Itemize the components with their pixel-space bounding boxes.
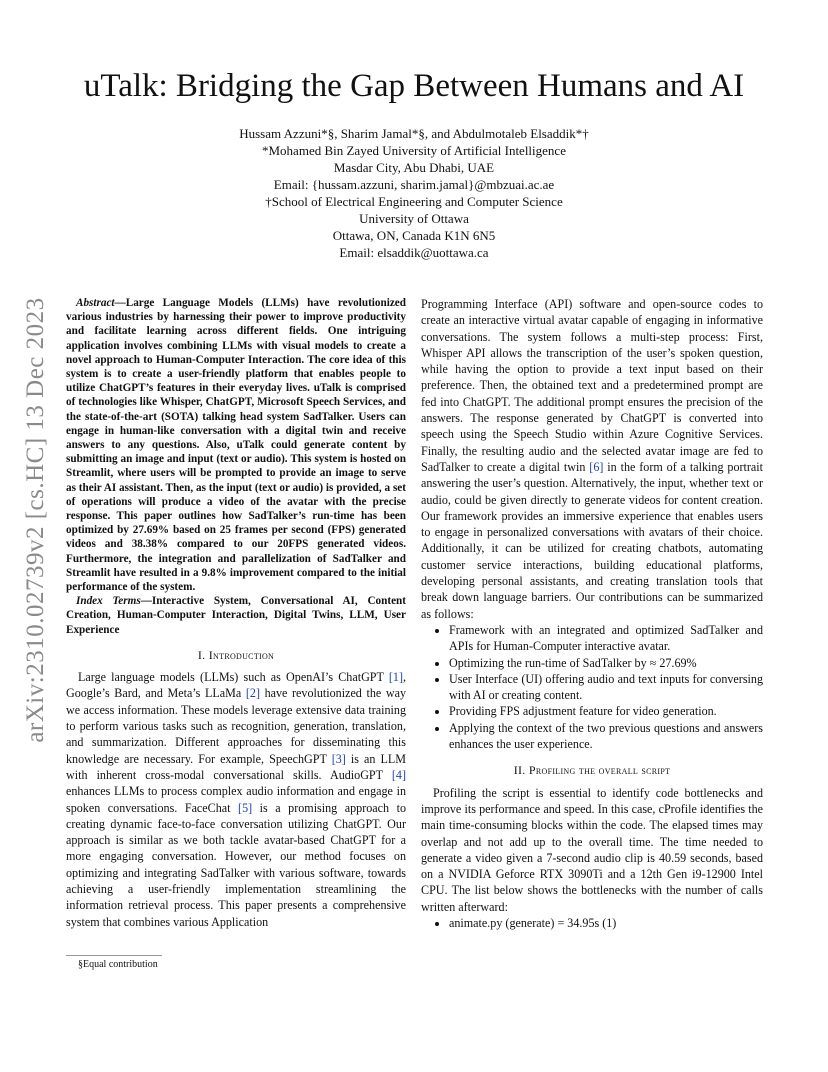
footnote: §Equal contribution [78,959,158,970]
abstract [66,296,406,594]
bottlenecks-list [421,915,763,931]
section-heading-introduction: I. Introduction [197,647,275,662]
right-column [421,296,763,931]
affiliation-1-name: *Mohamed Bin Zayed University of Artificial Intelligence [262,143,566,158]
abstract-label: Abstract [76,297,115,309]
citation-link[interactable]: [ 3 ] [332,752,346,766]
index-terms-text: —Interactive System, Conversational AI, Content Creation, Human-Computer Interaction, Digital Twins, LLM, User Experience [66,595,406,636]
list-item: • Applying the context of the two previous questions and answers enhances the user experience. [449,720,763,753]
index-terms-label: Index Terms [76,595,141,608]
list-item: • Optimizing the run-time of SadTalker by ≈ 27.69% [449,655,763,671]
contributions-list [421,622,763,752]
affiliation-2-name: †School of Electrical Engineering and Computer Science [265,194,563,209]
left-column [66,296,406,930]
citation-link[interactable]: [ 2 ] [246,686,260,700]
list-item: • User Interface (UI) offering audio and text inputs for conversing with AI or creating content. [449,671,763,704]
footnote-divider [66,955,162,956]
affiliation-2-city: Ottawa, ON, Canada K1N 6N5 [332,228,496,243]
index-terms [66,594,406,637]
introduction-paragraph: Large language models (LLMs) such as OpenAI’s ChatGPT [ 1 ] , Google’s Bard, and Meta’s LLaMa [ 2 ] have revolutionized the way we access information. These models leverage extensive data training to perform various tasks such as recognition, generation, translation, and summarization. Different approaches for disseminating this knowledge are necessary. For example, SpeechGPT [ 3 ] is an LLM with inherent cross-modal conversational skills. AudioGPT [ 4 ] enhances LLMs to process complex audio information and engage in spoken conversations. FaceChat [ 5 ] is a promising approach to creating dynamic face-to-face conversation utilizing ChatGPT. Our approach is similar as we both tackle avatar-based ChatGPT for a more engaging conversation. However, our method focuses on optimizing and integrating SadTalker with various software, towards achieving a user-friendly implementation streamlining the information retrieval process. This paper presents a comprehensive system that combines various Application [66,669,406,930]
introduction-continued-paragraph: Programming Interface (API) software and open-source codes to create an interactive virtual avatar capable of engaging in informative conversations. The system follows a multi-step process: First, Whisper API allows the transcription of the user’s spoken question, while having the option to provide a text input based on their preference. Then, the obtained text and a predetermined prompt are fed into ChatGPT. The additional prompt ensures the precision of the answers. The response generated by ChatGPT is converted into speech using the Speech Studio within Azure Cognitive Services. Finally, the resulting audio and the selected avatar image are fed to SadTalker to create a digital twin [ 6 ] in the form of a talking portrait answering the user’s question. Alternatively, the input, whether text or audio, could be given directly to generate videos for content creation. Our framework provides an immersive experience that enables users to engage in personalized conversations with avatars of their choice. Additionally, it can be utilized for creating chatbots, automating customer service interactions, building educational platforms, developing personal assistants, and creating translation tools that break down language barriers. Our contributions can be summarized as follows: [421,296,763,622]
affiliation-2-university: University of Ottawa [359,211,469,226]
affiliation-1-email: Email: {hussam.azzuni, sharim.jamal}@mbzuai.ac.ae [273,177,555,192]
list-item: • Providing FPS adjustment feature for video generation. [449,703,763,719]
citation-link[interactable]: [ 4 ] [392,768,406,782]
paper-title: uTalk: Bridging the Gap Between Humans and AI [83,68,745,104]
citation-link[interactable]: [ 5 ] [238,801,252,815]
profiling-paragraph: Profiling the script is essential to identify code bottlenecks and improve its performance and speed. In this case, cProfile identifies the main time-consuming blocks within the code. The elapsed times may overlap and not add up to the overall time. The time needed to generate a video given a 7-second audio clip is 40.59 seconds, based on a NVIDIA Geforce RTX 3090Ti and a 12th Gen i9-12900 Intel CPU. The list below shows the bottlenecks with the number of calls written afterward: [421,785,763,914]
list-item: • animate.py (generate) = 34.95s (1) [449,915,763,931]
abstract-text: —Large Language Models (LLMs) have revolutionized various industries by harnessing their power to improve productivity and facilitate learning across different fields. One intriguing application involves combining LLMs with visual models to create a novel approach to Human-Computer Interaction. The core idea of this system is to create a user-friendly platform that enables people to utilize ChatGPT’s features in their everyday lives. uTalk is comprised of technologies like Whisper, ChatGPT, Microsoft Speech Services, and the state-of-the-art (SOTA) talking head system SadTalker. Users can engage in human-like conversation with a digital twin and receive answers to any questions. Also, uTalk could generate content by submitting an image and input (text or audio). This system is hosted on Streamlit, where users will be prompted to provide an image to serve as their AI assistant. Then, as the input (text or audio) is provided, a set of operations will produce a video of the avatar with the precise response. This paper outlines how SadTalker’s run-time has been optimized by 27.69% based on 25 frames per second (FPS) generated videos and 38.38% compared to our 20FPS generated videos. Furthermore, the integration and parallelization of SadTalker and Streamlit have resulted in a 9.8% improvement compared to the initial performance of the system. [66,297,406,594]
arxiv-identifier: arXiv:2310.02739v2 [cs.HC] 13 Dec 2023 [22,297,49,743]
affiliation-2-email: Email: elsaddik@uottawa.ca [339,245,489,260]
list-item: • Framework with an integrated and optimized SadTalker and APIs for Human-Computer interactive avatar. [449,622,763,655]
section-heading-profiling: II. Profiling the overall script [513,763,671,778]
citation-link[interactable]: [ 6 ] [589,460,603,474]
affiliation-1-city: Masdar City, Abu Dhabi, UAE [333,160,495,175]
author-block [0,125,828,261]
citation-link[interactable]: [ 1 ] [389,670,403,684]
author-names: Hussam Azzuni*§, Sharim Jamal*§, and Abdulmotaleb Elsaddik*† [239,126,589,141]
